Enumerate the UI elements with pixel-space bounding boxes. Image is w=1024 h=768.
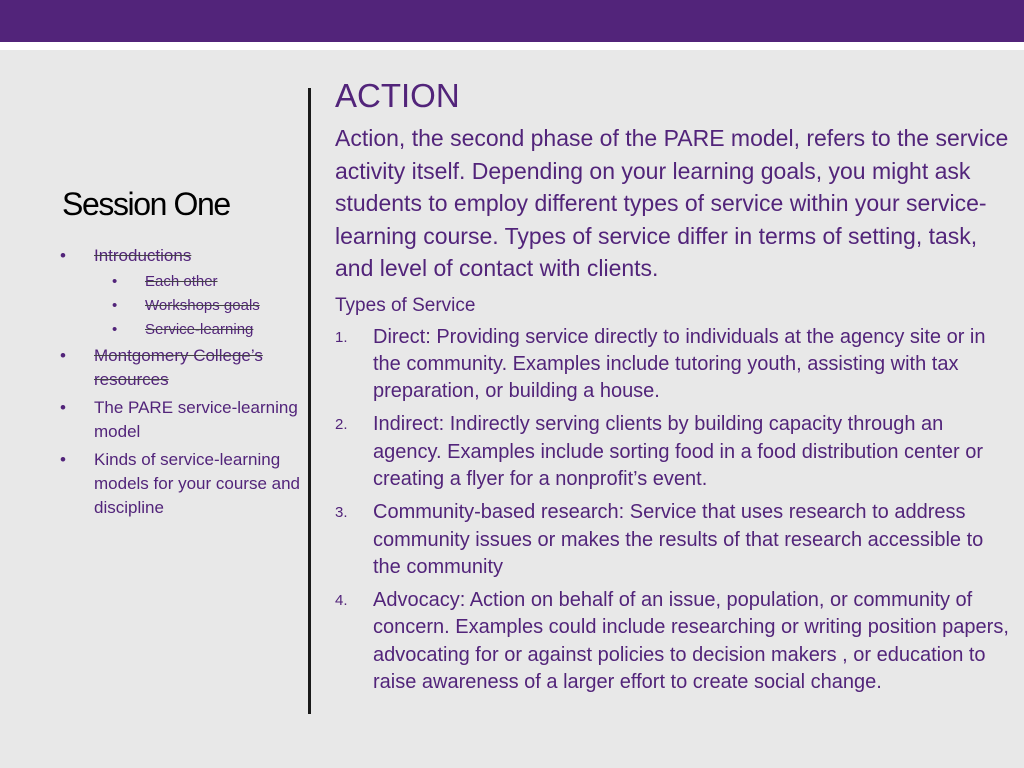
top-white-strip bbox=[0, 42, 1024, 50]
session-title: Session One bbox=[62, 186, 230, 222]
type-item-advocacy bbox=[335, 587, 1010, 696]
bullet-icon: • bbox=[112, 321, 118, 338]
intro-paragraph: Action, the second phase of the PARE model, refers to the service activity itself. Depending on your learning goals, you might ask students to employ different types of service within your service-learning course. Types of service differ in terms of setting, task, and level of contact with clients. bbox=[335, 125, 1009, 281]
agenda-subitem-service-learning bbox=[60, 320, 300, 340]
type-text: Indirect: Indirectly serving clients by building capacity through an agency. Examples include sorting food in a food distribution center or creating a flyer for a nonprofit’s event. bbox=[373, 413, 983, 490]
agenda-subitem-each-other bbox=[60, 272, 300, 292]
type-text: Community-based research: Service that uses research to address community issues or makes the results of that research accessible to the community bbox=[373, 501, 984, 578]
list-number: 1. bbox=[335, 328, 348, 346]
type-text: Advocacy: Action on behalf of an issue, population, or community of concern. Examples could include researching or writing position papers, advocating for or against policies to decision makers , or education to raise awareness of a larger effort to create social change. bbox=[373, 589, 1009, 694]
agenda-item-introductions bbox=[60, 244, 300, 268]
type-item-indirect bbox=[335, 411, 1010, 493]
bullet-icon: • bbox=[60, 346, 66, 365]
agenda-item-pare-model bbox=[60, 396, 300, 444]
agenda-item-label: Kinds of service-learning models for your course and discipline bbox=[94, 450, 300, 517]
type-item-community-research bbox=[335, 499, 1010, 581]
type-item-direct bbox=[335, 324, 1010, 406]
bullet-icon: • bbox=[112, 273, 118, 290]
agenda-item-label: Each other bbox=[145, 273, 218, 290]
list-number: 3. bbox=[335, 504, 348, 522]
agenda-item-kinds-of-models bbox=[60, 448, 300, 520]
agenda-item-montgomery-resources bbox=[60, 344, 300, 392]
type-text: Direct: Providing service directly to individuals at the agency site or in the community. Examples include tutoring youth, assisting with tax preparation, or building a house. bbox=[373, 325, 986, 403]
agenda-list bbox=[60, 244, 300, 524]
list-number: 2. bbox=[335, 416, 348, 434]
vertical-divider bbox=[308, 88, 311, 714]
bullet-icon: • bbox=[60, 398, 66, 417]
agenda-item-label: The PARE service-learning model bbox=[94, 398, 298, 441]
types-label: Types of Service bbox=[335, 294, 476, 316]
agenda-subitem-workshops-goals bbox=[60, 296, 300, 316]
top-accent-bar bbox=[0, 0, 1024, 42]
agenda-item-label: Service-learning bbox=[145, 321, 254, 338]
main-content bbox=[335, 76, 1010, 702]
agenda-item-label: Montgomery College’s resources bbox=[94, 346, 263, 389]
bullet-icon: • bbox=[112, 297, 118, 314]
agenda-item-label: Workshops goals bbox=[145, 297, 260, 314]
bullet-icon: • bbox=[60, 246, 66, 265]
bullet-icon: • bbox=[60, 450, 66, 469]
types-list bbox=[335, 324, 1010, 697]
agenda-item-label: Introductions bbox=[94, 246, 192, 265]
section-heading: ACTION bbox=[335, 77, 460, 114]
list-number: 4. bbox=[335, 592, 348, 610]
